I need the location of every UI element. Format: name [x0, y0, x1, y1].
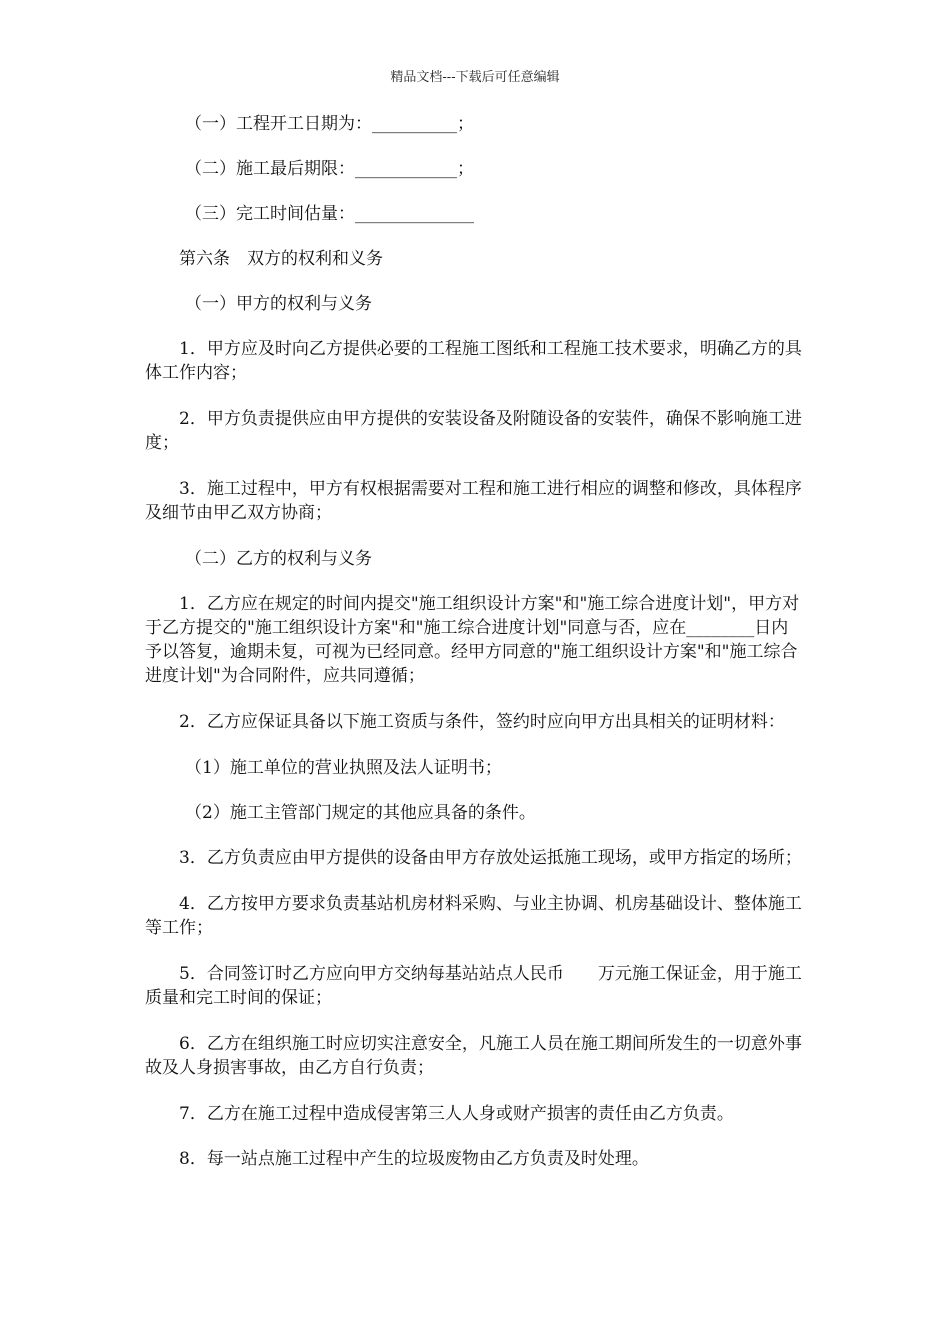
party-b-item-6: 6．乙方在组织施工时应切实注意安全，凡施工人员在施工期间所发生的一切意外事故及人身损害事故，由乙方自行负责； — [145, 1034, 802, 1078]
party-a-heading: （一）甲方的权利与义务 — [185, 294, 372, 314]
party-b-item-2: 2．乙方应保证具备以下施工资质与条件，签约时应向甲方出具相关的证明材料： — [179, 712, 785, 732]
party-b-item-7: 7．乙方在施工过程中造成侵害第三人人身或财产损害的责任由乙方负责。 — [179, 1104, 734, 1124]
deadline-clause: （二）施工最后期限：____________； — [185, 159, 474, 179]
party-a-item-1: 1．甲方应及时向乙方提供必要的工程施工图纸和工程施工技术要求，明确乙方的具体工作内容； — [145, 339, 802, 383]
party-b-item-4: 4．乙方按甲方要求负责基站机房材料采购、与业主协调、机房基础设计、整体施工等工作； — [145, 894, 802, 938]
party-b-item-1: 1．乙方应在规定的时间内提交"施工组织设计方案"和"施工综合进度计划"，甲方对于乙方提交的"施工组织设计方案"和"施工综合进度计划"同意与否，应在________日内予以答复，逾期未复，可视为已经同意。经甲方同意的"施工组织设计方案"和"施工综合进度计划"为合同附件，应共同遵循； — [145, 594, 800, 686]
document-body — [145, 112, 805, 1192]
page-header: 精品文档---下载后可任意编辑 — [390, 70, 560, 85]
party-b-item-5: 5．合同签订时乙方应向甲方交纳每基站站点人民币 万元施工保证金，用于施工质量和完工时间的保证； — [145, 964, 802, 1008]
party-b-item-2-sub-1: （1）施工单位的营业执照及法人证明书； — [185, 758, 502, 778]
party-b-item-2-sub-2: （2）施工主管部门规定的其他应具备的条件。 — [185, 803, 536, 823]
start-date-clause: （一）工程开工日期为：__________； — [185, 114, 474, 134]
party-a-item-3: 3．施工过程中，甲方有权根据需要对工程和施工进行相应的调整和修改，具体程序及细节由甲乙双方协商； — [145, 479, 802, 523]
party-b-item-8: 8．每一站点施工过程中产生的垃圾废物由乙方负责及时处理。 — [179, 1149, 649, 1169]
completion-estimate-clause: （三）完工时间估量：______________ — [185, 204, 474, 224]
party-a-item-2: 2．甲方负责提供应由甲方提供的安装设备及附随设备的安装件，确保不影响施工进度； — [145, 409, 802, 453]
party-b-heading: （二）乙方的权利与义务 — [185, 549, 372, 569]
party-b-item-3: 3．乙方负责应由甲方提供的设备由甲方存放处运抵施工现场，或甲方指定的场所； — [179, 848, 802, 868]
article-six-heading: 第六条 双方的权利和义务 — [179, 249, 383, 269]
